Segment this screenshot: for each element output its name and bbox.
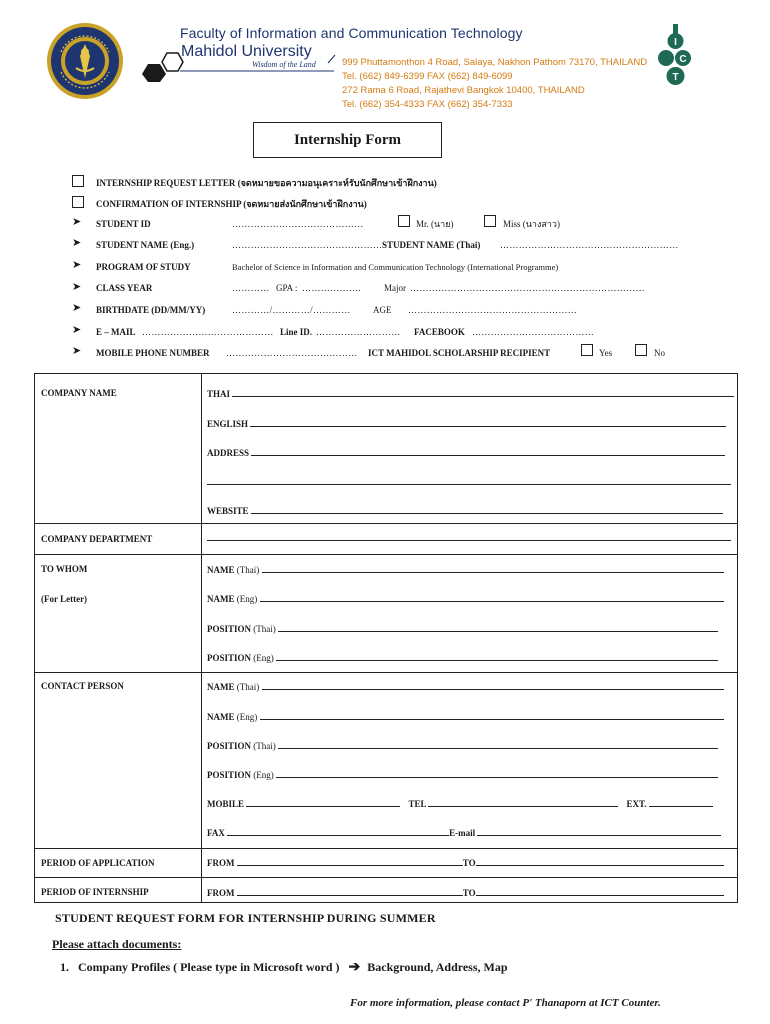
scholarship-no-label: No xyxy=(654,348,665,358)
miss-label: Miss (นางสาว) xyxy=(503,219,560,229)
contact-position-eng-row: POSITION (Eng) xyxy=(207,769,718,780)
bullet-arrow-icon: ➤ xyxy=(72,259,82,271)
period-internship-to-field[interactable] xyxy=(476,887,724,896)
period-application-label: PERIOD OF APPLICATION xyxy=(41,858,155,868)
period-internship-row: FROM TO xyxy=(207,887,724,898)
company-thai-field[interactable] xyxy=(232,388,734,397)
company-english-field[interactable] xyxy=(250,418,726,427)
faculty-title: Faculty of Information and Communication Technology xyxy=(180,25,523,41)
confirmation-label: CONFIRMATION OF INTERNSHIP (จดหมายส่งนักศึกษาเข้าฝึกงาน) xyxy=(96,199,367,209)
scholarship-label: ICT MAHIDOL SCHOLARSHIP RECIPIENT xyxy=(368,348,551,358)
company-thai-row: THAI xyxy=(207,388,734,399)
university-name: Mahidol University xyxy=(181,43,312,60)
age-field[interactable]: ……………………………………………… xyxy=(408,305,578,315)
student-name-thai-label: STUDENT NAME (Thai) xyxy=(382,240,481,250)
scholarship-no-checkbox[interactable] xyxy=(635,344,647,356)
company-address-row-2 xyxy=(207,476,731,487)
letterhead xyxy=(0,0,770,118)
contact-position-thai-row: POSITION (Thai) xyxy=(207,740,718,751)
age-label: AGE xyxy=(373,305,392,315)
address-line-2: Tel. (662) 849-6399 FAX (662) 849-6099 xyxy=(342,71,513,82)
period-internship-from-field[interactable] xyxy=(237,887,463,896)
ict-logo-icon xyxy=(655,24,695,88)
company-english-row: ENGLISH xyxy=(207,418,726,429)
ict-letter-i: I xyxy=(674,37,677,48)
major-field[interactable]: ………………………………………………………………… xyxy=(410,283,645,293)
period-application-from-field[interactable] xyxy=(237,857,463,866)
table-row-divider xyxy=(35,877,737,878)
mr-checkbox[interactable] xyxy=(398,215,410,227)
gpa-field[interactable]: ………………. xyxy=(302,283,362,293)
company-address-row: ADDRESS xyxy=(207,447,725,458)
for-letter-label: (For Letter) xyxy=(41,594,88,604)
university-motto: Wisdom of the Land xyxy=(252,60,316,69)
address-line-1: 999 Phuttamonthon 4 Road, Salaya, Nakhon Pathom 73170, THAILAND xyxy=(342,57,648,68)
to-whom-name-thai-row: NAME (Thai) xyxy=(207,564,724,575)
program-value: Bachelor of Science in Information and Communication Technology (International Programme) xyxy=(232,262,559,272)
email-label: E – MAIL xyxy=(96,327,136,337)
birthdate-field[interactable]: …………/…………/………… xyxy=(232,305,351,315)
to-whom-name-eng-field[interactable] xyxy=(260,593,724,602)
table-row-divider xyxy=(35,672,737,673)
period-internship-label: PERIOD OF INTERNSHIP xyxy=(41,887,149,897)
bullet-arrow-icon: ➤ xyxy=(72,302,82,314)
line-id-label: Line ID. xyxy=(280,327,313,337)
to-whom-position-thai-field[interactable] xyxy=(278,623,718,632)
class-year-field[interactable]: ………… xyxy=(232,283,270,293)
bullet-arrow-icon: ➤ xyxy=(72,281,82,293)
contact-position-eng-field[interactable] xyxy=(276,769,718,778)
company-department-label: COMPANY DEPARTMENT xyxy=(41,534,153,544)
period-application-to-field[interactable] xyxy=(476,857,724,866)
right-arrow-icon: ➔ xyxy=(348,960,361,975)
period-application-row: FROM TO xyxy=(207,857,724,868)
contact-mobile-field[interactable] xyxy=(246,798,400,807)
contact-phone-row: MOBILE TEL EXT. xyxy=(207,798,713,809)
contact-name-eng-row: NAME (Eng) xyxy=(207,711,724,722)
contact-email-field[interactable] xyxy=(477,827,721,836)
scholarship-yes-checkbox[interactable] xyxy=(581,344,593,356)
bullet-arrow-icon: ➤ xyxy=(72,324,82,336)
facebook-field[interactable]: ………………………………… xyxy=(472,327,595,337)
gpa-label: GPA : xyxy=(276,283,298,293)
contact-ext-field[interactable] xyxy=(649,798,713,807)
form-title-box xyxy=(253,122,442,158)
table-row-divider xyxy=(35,554,737,555)
student-name-eng-field[interactable]: ………………………………………… xyxy=(232,240,383,250)
ict-letter-c: C xyxy=(679,54,687,65)
company-department-field[interactable] xyxy=(207,532,731,541)
student-id-label: STUDENT ID xyxy=(96,219,151,229)
contact-name-thai-field[interactable] xyxy=(262,681,724,690)
miss-checkbox[interactable] xyxy=(484,215,496,227)
birthdate-label: BIRTHDATE (DD/MM/YY) xyxy=(96,305,206,315)
mobile-field[interactable]: …………………………………… xyxy=(226,348,358,358)
company-website-field[interactable] xyxy=(251,505,723,514)
ict-letter-t: T xyxy=(672,72,679,83)
contact-person-label: CONTACT PERSON xyxy=(41,681,124,691)
company-address-field-2[interactable] xyxy=(207,476,731,485)
address-line-4: Tel. (662) 354-4333 FAX (662) 354-7333 xyxy=(342,99,513,110)
to-whom-position-thai-row: POSITION (Thai) xyxy=(207,623,718,634)
company-info-table xyxy=(34,373,738,903)
mahidol-seal-icon xyxy=(46,22,124,100)
company-website-row: WEBSITE xyxy=(207,505,723,516)
student-name-eng-label: STUDENT NAME (Eng.) xyxy=(96,240,195,250)
student-name-thai-field[interactable]: ………………………………………………… xyxy=(500,240,679,250)
request-letter-label: INTERNSHIP REQUEST LETTER (จดหมายขอความอนุเคราะห์รับนักศึกษาเข้าฝึกงาน) xyxy=(96,178,437,188)
program-label: PROGRAM OF STUDY xyxy=(96,262,191,272)
address-line-3: 272 Rama 6 Road, Rajathevi Bangkok 10400, THAILAND xyxy=(342,85,585,96)
contact-name-eng-field[interactable] xyxy=(260,711,724,720)
confirmation-checkbox[interactable] xyxy=(72,196,84,208)
contact-tel-field[interactable] xyxy=(428,798,618,807)
contact-footer: For more information, please contact P' Thanaporn at ICT Counter. xyxy=(350,997,661,1009)
major-label: Major xyxy=(384,283,406,293)
bullet-arrow-icon: ➤ xyxy=(72,345,82,357)
document-item-1: 1. Company Profiles ( Please type in Microsoft word ) ➔ Background, Address, Map xyxy=(60,960,508,975)
class-year-label: CLASS YEAR xyxy=(96,283,153,293)
contact-fax-row: FAX E-mail xyxy=(207,827,721,838)
company-address-field[interactable] xyxy=(251,447,725,456)
student-id-field[interactable]: …………………………………… xyxy=(232,219,364,229)
company-name-label: COMPANY NAME xyxy=(41,388,117,398)
bullet-arrow-icon: ➤ xyxy=(72,237,82,249)
to-whom-position-eng-field[interactable] xyxy=(276,652,718,661)
to-whom-label: TO WHOM xyxy=(41,564,88,574)
table-row-divider xyxy=(35,523,737,524)
scholarship-yes-label: Yes xyxy=(599,348,613,358)
to-whom-position-eng-row: POSITION (Eng) xyxy=(207,652,718,663)
contact-position-thai-field[interactable] xyxy=(278,740,718,749)
form-title: Internship Form xyxy=(293,132,402,148)
bullet-arrow-icon: ➤ xyxy=(72,216,82,228)
email-field[interactable]: …………………………………… xyxy=(142,327,274,337)
attach-documents-heading: Please attach documents: xyxy=(52,937,182,951)
contact-name-thai-row: NAME (Thai) xyxy=(207,681,724,692)
company-department-row xyxy=(207,532,731,543)
request-letter-checkbox[interactable] xyxy=(72,175,84,187)
to-whom-name-eng-row: NAME (Eng) xyxy=(207,593,724,604)
summer-request-heading: STUDENT REQUEST FORM FOR INTERNSHIP DURING SUMMER xyxy=(55,911,436,925)
line-id-field[interactable]: ……………………… xyxy=(316,327,401,337)
table-row-divider xyxy=(35,848,737,849)
facebook-label: FACEBOOK xyxy=(414,327,465,337)
mobile-label: MOBILE PHONE NUMBER xyxy=(96,348,210,358)
mr-label: Mr. (นาย) xyxy=(416,219,454,229)
to-whom-name-thai-field[interactable] xyxy=(262,564,724,573)
table-column-divider xyxy=(201,374,202,902)
contact-fax-field[interactable] xyxy=(227,827,449,836)
